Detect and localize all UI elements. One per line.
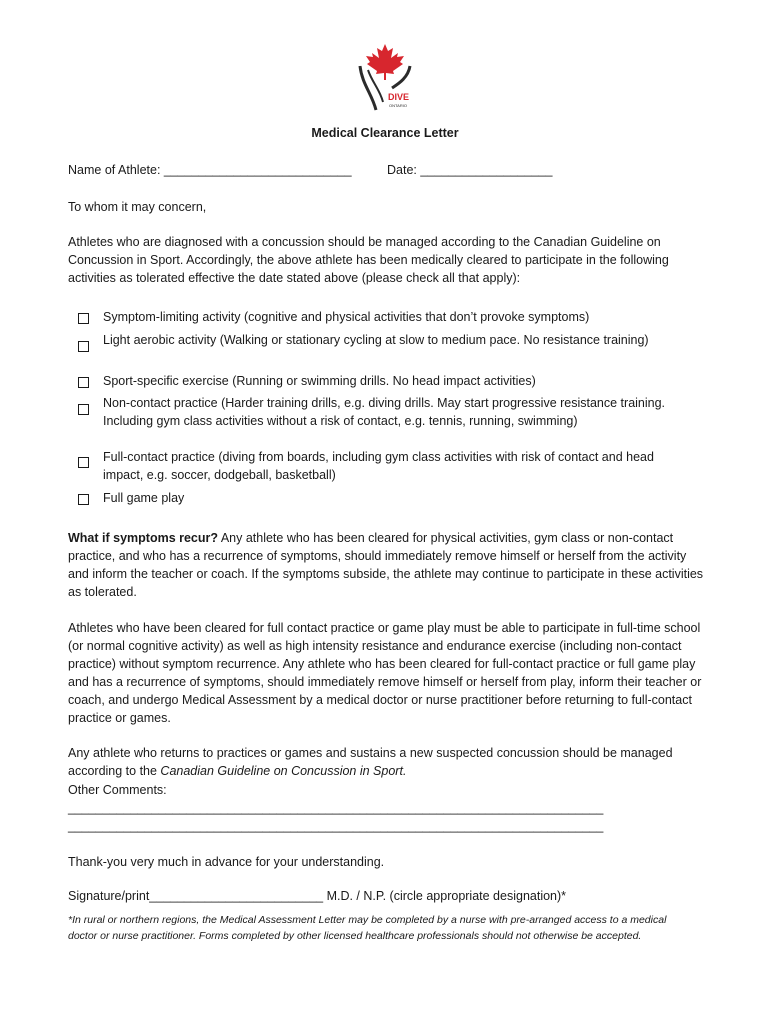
checkbox-activity-5[interactable] [78, 457, 89, 468]
dive-ontario-logo [350, 40, 420, 116]
checkbox-activity-3[interactable] [78, 377, 89, 388]
activity-label-2: Light aerobic activity (Walking or stationary cycling at slow to medium pace. No resistance training) [103, 333, 649, 347]
activity-label-5: Full-contact practice (diving from boards, including gym class activities with risk of contact and head impact, e.g. soccer, dodgeball, basketball) [103, 450, 654, 482]
intro-paragraph: Athletes who are diagnosed with a concussion should be managed according to the Canadian Guideline on Concussion in Sport. Accordingly, the above athlete has been medically cleared to participate in the following activities as tolerated effective the date stated above (please check all that apply): [68, 235, 669, 285]
signature-field[interactable]: Signature/print_________________________ M.D. / N.P. (circle appropriate designation)* [68, 889, 567, 903]
footnote: *In rural or northern regions, the Medical Assessment Letter may be completed by a nurse with pre-arranged access to a medical doctor or nurse practitioner. Forms completed by other licensed healthcare professionals should not otherwise be accepted. [68, 914, 667, 942]
checkbox-activity-4[interactable] [78, 404, 89, 415]
checkbox-activity-2[interactable] [78, 341, 89, 352]
comment-line-2[interactable]: _____________________________________________________________________________ [68, 819, 604, 833]
logo-text-main: DIVE [388, 92, 410, 102]
comment-line-1[interactable]: _____________________________________________________________________________ [68, 801, 604, 815]
athlete-name-field[interactable]: Name of Athlete: ___________________________ [68, 163, 352, 177]
activity-label-1: Symptom-limiting activity (cognitive and physical activities that don’t provoke symptoms) [103, 310, 590, 324]
maple-leaf-icon [366, 44, 404, 80]
returns-paragraph [68, 744, 708, 780]
activity-label-6: Full game play [103, 491, 185, 505]
full-contact-paragraph: Athletes who have been cleared for full contact practice or game play must be able to participate in full-time school (or normal cognitive activity) as well as high intensity resistance and endurance exercise (including non-contact practice) without symptom recurrence. Any athlete who has been cleared for full-contact practice or full game play and has a recurrence of symptoms, should immediately remove himself or herself from play, inform their teacher or coach, and undergo Medical Assessment by a medical doctor or nurse practitioner before returning to full-contact practice or games. [68, 621, 702, 725]
other-comments-label: Other Comments: [68, 783, 167, 797]
salutation: To whom it may concern, [68, 200, 207, 214]
recur-body: Any athlete who has been cleared for physical activities, gym class or non-contact practice, and who has a recurrence of symptoms, should immediately remove himself or herself from the activity and inform the teacher or coach. If the symptoms subside, the athlete may continue to participate in these activities as tolerated. [68, 531, 704, 599]
checkbox-activity-1[interactable] [78, 313, 89, 324]
recur-heading: What if symptoms recur? [68, 531, 219, 545]
checkbox-activity-6[interactable] [78, 494, 89, 505]
activity-label-3: Sport-specific exercise (Running or swimming drills. No head impact activities) [103, 374, 536, 388]
document-title: Medical Clearance Letter [311, 126, 459, 140]
logo-text-sub: ONTARIO [389, 103, 407, 108]
date-field[interactable]: Date: ___________________ [387, 163, 553, 177]
activity-label-4: Non-contact practice (Harder training drills, e.g. diving drills. May start progressive resistance training. Including gym class activities without a risk of contact, e.g. tennis, running, swimming) [103, 396, 666, 428]
guideline-title: Canadian Guideline on Concussion in Sport. [160, 764, 407, 778]
recur-paragraph [68, 529, 708, 601]
thanks-text: Thank-you very much in advance for your understanding. [68, 855, 385, 869]
returns-body: Any athlete who returns to practices or games and sustains a new suspected concussion should be managed according to the [68, 746, 673, 778]
